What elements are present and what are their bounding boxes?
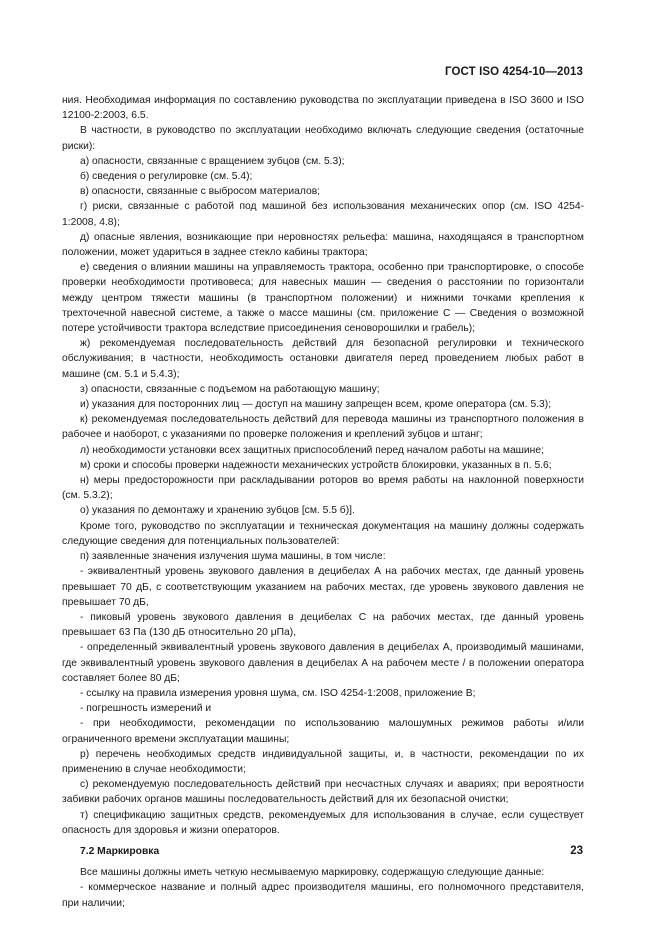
list-item: л) необходимости установки всех защитных приспособлений перед началом работы на машине; bbox=[80, 444, 544, 456]
list-item: и) указания для посторонних лиц — доступ на машину запрещен всем, кроме оператора (см. 5.3); bbox=[80, 399, 552, 411]
list-item: г) риски, связанные с работой под машиной без использования механических опор (см. ISO 4254-1:2008, 4.8); bbox=[62, 201, 584, 228]
list-item: п) заявленные значения излучения шума машины, в том числе: bbox=[80, 551, 386, 563]
list-item: е) сведения о влиянии машины на управляемость трактора, особенно при транспортировке, о способе проверки необходимости противовеса; для навесных машин — сведения о расстоянии по горизонтали между центром тяжести машины (в транспортном положении) и нижними точками крепления к трехточечной навесной системе, а также о массе машины (см. приложение С — Сведения о возможной потере устойчивости трактора вследствие присоединения сеноворошилки и грабель); bbox=[62, 262, 584, 335]
list-subitem: - ссылку на правила измерения уровня шума, см. ISO 4254-1:2008, приложение В; bbox=[80, 687, 476, 699]
list-item: ж) рекомендуемая последовательность действий для безопасной регулировки и технического обслуживания; в частности, необходимость остановки двигателя перед проведением любых работ в машине (см. 5.1 и 5.4.3); bbox=[62, 338, 584, 380]
list-item: а) опасности, связанные с вращением зубцов (см. 5.3); bbox=[80, 155, 345, 167]
section-heading: 7.2 Маркировка bbox=[80, 845, 160, 857]
paragraph: Кроме того, руководство по эксплуатации и техническая документация на машину должны содержать следующие сведения для потенциальных пользователей: bbox=[62, 520, 584, 547]
list-item: н) меры предосторожности при раскладывании роторов во время работы на наклонной поверхности (см. 5.3.2); bbox=[62, 475, 584, 502]
list-item: д) опасные явления, возникающие при неровностях рельефа: машина, находящаяся в транспортном положении, может удариться в заднее стекло кабины трактора; bbox=[62, 231, 584, 259]
list-subitem: - эквивалентный уровень звукового давления в децибелах А на рабочих местах, где данный уровень превышает 70 дБ, с соответствующим указанием на рабочих местах, где уровень звукового давления не превышает 70 дБ, bbox=[62, 566, 584, 608]
paragraph: В частности, в руководство по эксплуатации необходимо включать следующие сведения (остаточные риски): bbox=[62, 125, 584, 152]
list-subitem: - коммерческое название и полный адрес производителя машины, его полномочного представителя, при наличии; bbox=[62, 882, 584, 909]
list-subitem: - при необходимости, рекомендации по использованию малошумных режимов работы и/или ограниченного времени эксплуатации машины; bbox=[62, 718, 584, 745]
document-body bbox=[62, 93, 584, 911]
list-item: о) указания по демонтажу и хранению зубцов [см. 5.5 б)]. bbox=[80, 505, 355, 517]
document-header: ГОСТ ISO 4254-10—2013 bbox=[445, 66, 583, 78]
list-item: р) перечень необходимых средств индивидуальной защиты, и, в частности, рекомендации по их применению в случае необходимости; bbox=[62, 748, 584, 775]
list-item: т) спецификацию защитных средств, рекомендуемых для использования в случае, если существует опасность для здоровья и жизни операторов. bbox=[62, 809, 584, 836]
list-item: к) рекомендуемая последовательность действий для перевода машины из транспортного положения в рабочее и наоборот, с указаниями по проверке положения и креплений зубцов и штанг; bbox=[62, 414, 584, 441]
list-subitem: - пиковый уровень звукового давления в децибелах С на рабочих местах, где данный уровень превышает 63 Па (130 дБ относительно 20 μПа), bbox=[62, 611, 584, 639]
list-item: в) опасности, связанные с выбросом материалов; bbox=[80, 186, 321, 198]
list-subitem: - погрешность измерений и bbox=[80, 703, 212, 715]
list-item: с) рекомендуемую последовательность действий при несчастных случаях и авариях; при вероятности забивки рабочих органов машины последовательность действий для их безопасной очистки; bbox=[62, 779, 584, 806]
paragraph: ния. Необходимая информация по составлению руководства по эксплуатации приведена в ISO 3600 и ISO 12100-2:2003, 6.5. bbox=[62, 95, 584, 122]
page-number: 23 bbox=[570, 845, 583, 857]
paragraph: Все машины должны иметь четкую несмываемую маркировку, содержащую следующие данные: bbox=[80, 867, 545, 879]
list-item: б) сведения о регулировке (см. 5.4); bbox=[80, 171, 253, 183]
list-item: з) опасности, связанные с подъемом на работающую машину; bbox=[80, 383, 380, 395]
list-subitem: - определенный эквивалентный уровень звукового давления в децибелах А, производимый машинами, где эквивалентный уровень звукового давления в децибелах А на рабочем месте / в положении оператора составляет более 80 дБ; bbox=[62, 642, 584, 684]
list-item: м) сроки и способы проверки надежности механических устройств блокировки, указанных в п. 5.6; bbox=[80, 459, 552, 471]
